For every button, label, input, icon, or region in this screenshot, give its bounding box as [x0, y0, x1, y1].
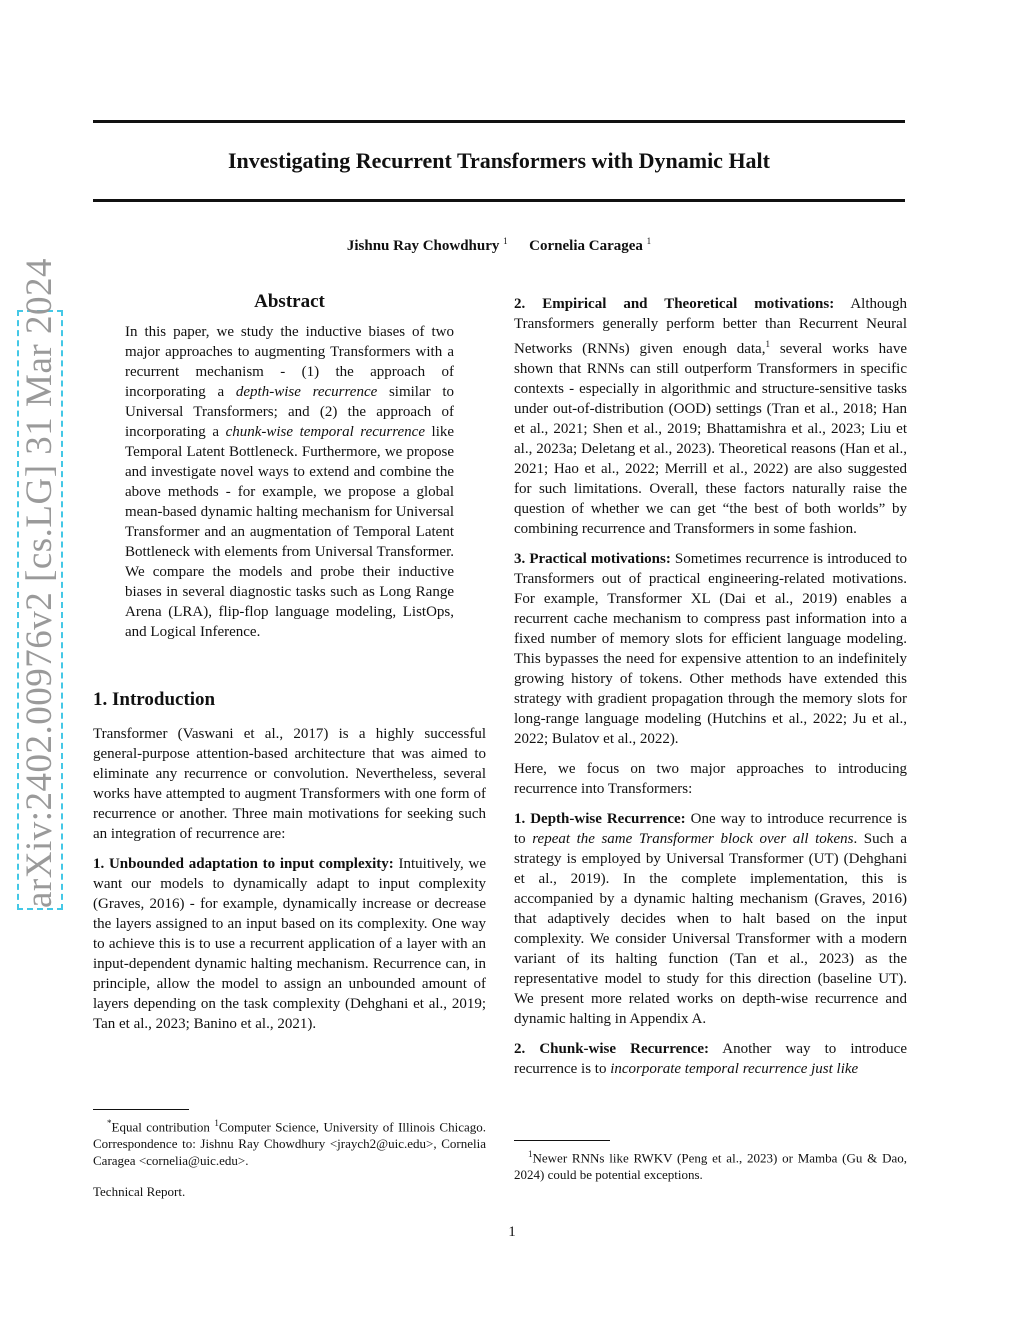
left-column	[93, 292, 486, 1044]
footnote-rule	[514, 1140, 610, 1141]
author-name: Jishnu Ray Chowdhury	[346, 238, 500, 254]
motivation-1-paragraph: 1. Unbounded adaptation to input complexity: Intuitively, we want our models to dynamically adapt to input complexity (Graves, 2016) - for example, dynamically increase or decrease the layers assigned to an input based on its complexity. One way to achieve this is to use a recurrent application of a layer with an input-dependent dynamic halting mechanism. Recurrence can, in principle, allow the model to assign an unbounded amount of layers depending on the task complexity (Dehghani et al., 2019; Tan et al., 2023; Banino et al., 2021).	[93, 856, 486, 1032]
footnote-rule	[93, 1109, 189, 1110]
author-affiliation: 1	[646, 236, 652, 246]
title-rule-top	[93, 120, 905, 123]
footnote-rnn-exceptions: $^1$Newer RNNs like RWKV (Peng et al., 2023) or Mamba (Gu & Dao, 2024) could be potential exceptions.	[514, 1140, 907, 1183]
intro-paragraph: Transformer (Vaswani et al., 2017) is a highly successful general-purpose attention-based architecture that was aimed to eliminate any recurrence or convolution. Nevertheless, several works have attempted to augment Transformers with one form of recurrence or another. Three main motivations for seeking such an integration of recurrence are:	[93, 726, 486, 842]
abstract-body: In this paper, we study the inductive biases of two major approaches to augmenting Transformers with a recurrent mechanism - (1) the approach of incorporating a depth-wise recurrence similar to Universal Transformers; and (2) the approach of incorporating a chunk-wise temporal recurrence like Temporal Latent Bottleneck. Furthermore, we propose and investigate novel ways to extend and combine the above methods - for example, we propose a global mean-based dynamic halting mechanism for Universal Transformer and an augmentation of Temporal Latent Bottleneck with elements from Universal Transformer. We compare the models and probe their inductive biases in several diagnostic tasks such as Long Range Arena (LRA), flip-flop language modeling, ListOps, and Logical Inference.	[125, 324, 455, 640]
technical-report-note: Technical Report.	[93, 1184, 186, 1199]
author-list	[93, 236, 905, 255]
footnote-affiliations: *Equal contribution $^1$Computer Science, University of Illinois Chicago. Correspondence to: Jishnu Ray Chowdhury <jraych2@uic.edu>, Cornelia Caragea <cornelia@uic.edu>.	[93, 1109, 486, 1169]
approach-1-paragraph: 1. Depth-wise Recurrence: One way to introduce recurrence is to repeat the same Transformer block over all tokens. Such a strategy is employed by Universal Transformer (UT) (Dehghani et al., 2019). In the complete implementation, this is accompanied by a dynamic halting mechanism (Graves, 2016) that adaptively decides when to halt based on the input complexity. We consider Universal Transformer with a modern variant of its halting function (Tan et al., 2023) as the representative model to study for this direction (baseline UT). We present more related works on depth-wise recurrence and dynamic halting in Appendix A.	[514, 811, 907, 1027]
paper-title: Investigating Recurrent Transformers with Dynamic Halt	[228, 148, 770, 173]
arxiv-identifier-stamp[interactable]: arXiv:2402.00976v2 [cs.LG] 31 Mar 2024	[17, 310, 63, 910]
motivation-3-paragraph: 3. Practical motivations: Sometimes recurrence is introduced to Transformers out of practical engineering-related motivations. For example, Transformer XL (Dai et al., 2019) enables a recurrent cache mechanism to compress past information into a fixed number of memory slots for efficient language modeling. This bypasses the need for expensive attention to an indefinitely growing history of tokens. Other methods have extended this strategy with gradient propagation through the memory slots for long-range language modeling (Hutchins et al., 2022; Ju et al., 2022; Bulatov et al., 2022).	[514, 551, 907, 747]
page-number: 1	[508, 1224, 516, 1240]
approach-2-paragraph: 2. Chunk-wise Recurrence: Another way to introduce recurrence is to incorporate temporal recurrence just like	[514, 1041, 907, 1077]
right-column	[514, 294, 907, 1089]
author-name: Cornelia Caragea	[529, 238, 643, 254]
abstract-heading: Abstract	[254, 291, 325, 312]
motivation-2-paragraph: 2. Empirical and Theoretical motivations: Although Transformers generally perform better than Recurrent Neural Networks (RNNs) given enough data,$^1$ several works have shown that RNNs can still outperform Transformers in specific contexts - especially in algorithmic and structure-sensitive tasks under out-of-distribution (OOD) settings (Tran et al., 2018; Han et al., 2021; Shen et al., 2019; Bhattamishra et al., 2023; Liu et al., 2023a; Deletang et al., 2023). Theoretical reasons (Han et al., 2021; Hao et al., 2022; Merrill et al., 2022) are also suggested for such limitations. Overall, these factors naturally raise the question of whether we can get “the best of both worlds” by combining recurrence and Transformers in some fashion.	[514, 296, 908, 537]
author-affiliation: 1	[503, 236, 508, 246]
focus-paragraph: Here, we focus on two major approaches to introducing recurrence into Transformers:	[514, 761, 907, 797]
section-heading-introduction: 1. Introduction	[93, 689, 216, 710]
title-rule-bottom	[93, 199, 905, 202]
